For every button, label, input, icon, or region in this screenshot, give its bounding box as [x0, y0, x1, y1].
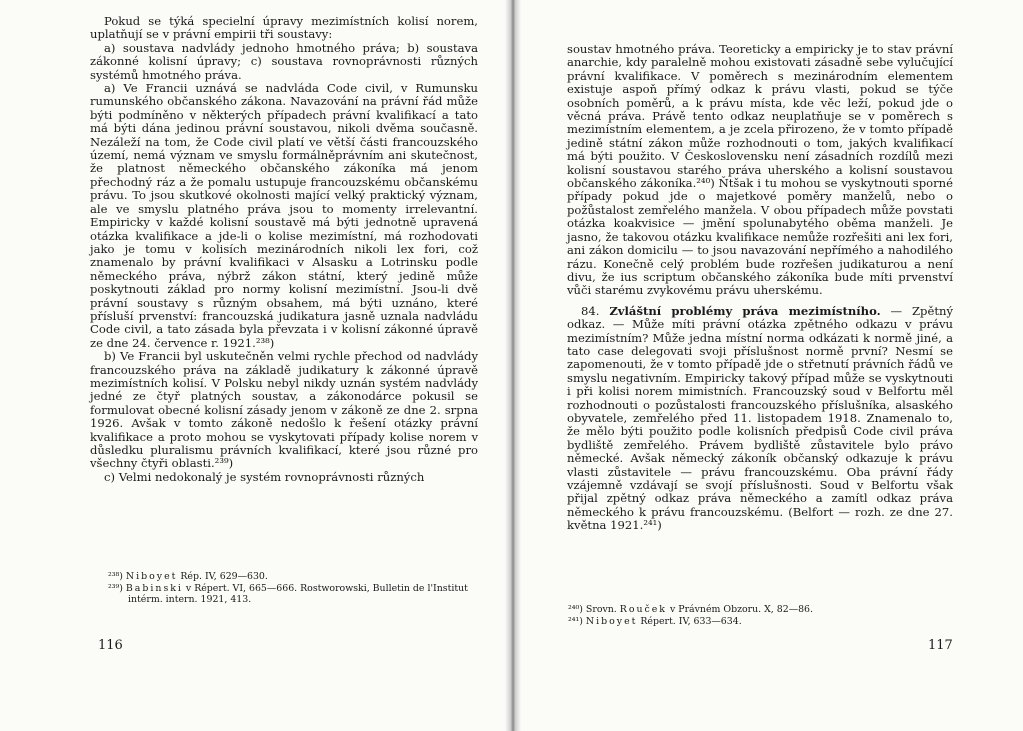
footnote-number: ²³⁸) — [108, 571, 123, 582]
right-footnotes — [568, 604, 948, 627]
footnote-text: Srovn. — [582, 604, 620, 615]
section-number: 84. — [581, 303, 600, 318]
right-paragraph: soustav hmotného práva. Teoreticky a empiricky je to stav právní anarchie, kdy paralelně mohou existovati zásadně sebe vylučující právní kvalifikace. V poměrech s mezinárodním elementem existuje aspoň přímý odkaz k právu vlasti, pokud se týče osobních poměrů, a k právu místa, kde věc leží, pokud jde o věcná práva. Právě tento odkaz neuplatňuje se v poměrech s mezimístním elementem, a je zcela přirozeno, že v tomto případě jedině státní zákon může rozhodnouti o tom, jakých kvalifikací má býti použito. V Československu není zásadních rozdílů mezi kolisní soustavou starého práva uherského a kolisní soustavou občanského zákoníka.²⁴⁰) Ňtšak i tu mohou se vyskytnouti sporné případy pokud jde o majetkové poměry manželů, nebo o požůstalost zemřelého manžela. V obou případech může povstati otázka koakvisice — jmění spolunabytého oběma manželi. Je jasno, že takovou otázku kvalifikace nemůže rozřešiti ani lex fori, ani zákon domicilu — to jsou navazování nepřímého a nahodilého rázu. Konečně celý problém bude rozřešen judikaturou a není divu, že ius scriptum občanského zákoníka bude míti prvenství vůči starému zvykovému právu uherskému. — [567, 42, 953, 298]
left-footnotes — [108, 571, 468, 606]
footnote-text: Répert. IV, 633—634. — [637, 615, 742, 627]
section-title: Zvláštní problémy práva mezimístního. — [609, 303, 881, 318]
footnote-author: Babinski — [125, 582, 183, 594]
footnote-author: Rouček — [619, 604, 667, 615]
footnote-number: ²⁴¹) — [568, 615, 583, 627]
footnote-text: Rép. IV, 629—630. — [177, 571, 268, 582]
left-paragraph: c) Velmi nedokonalý je systém rovnoprávnosti různých — [104, 469, 425, 484]
footnote — [108, 571, 468, 583]
footnote — [108, 583, 468, 606]
footnote-number: ²³⁹) — [108, 582, 123, 594]
section-heading-paragraph: 84. Zvláštní problémy práva mezimístního. — Zpětný odkaz. — Může míti právní otázka zpětného odkazu v právu mezimístním? Může jedna místní norma odkázati k normě jiné, a tato case delegovati svoji příslušnost normě první? Nesmí se zapomenouti, že v tomto případě jde o střetnutí právních řádů ve smyslu negativním. Empiricky takový případ může se vyskytnouti i při kolisi norem mimistních. Francouzský soud v Belfortu měl rozhodnouti o pozůstalosti francouzského příslušníka, alsaského obyvatele, zemřelého před 11. listopadem 1918. Znamenalo to, že mělo býti použito podle kolisních předpisů Code civil práva bydliště zemřelého. Právem bydliště zůstavitele bylo právo německé. Avšak německý zákoník občanský odkazuje k právu vlasti zůstavitele — právu francouzskému. Oba právní řády vzájemně vzdávají se svojí příslušnosti. Soud v Belfortu však přijal zpětný odkaz práva německého a zamítl odkaz práva německého k právu francouzskému. (Belfort — rozh. ze dne 27. května 1921.²⁴¹) — [567, 303, 954, 533]
page-number-right: 117 — [928, 638, 953, 653]
footnote-author: Niboyet — [125, 571, 178, 582]
page-number-left: 116 — [98, 638, 123, 653]
left-body-text — [90, 15, 478, 484]
footnote-text: v Répert. VI, 665—666. Rostworowski, Bulletin de l'Institut intérm. intern. 1921, 413. — [128, 582, 468, 606]
footnote — [568, 616, 948, 628]
left-paragraph: a) Ve Francii uznává se nadvláda Code civil, v Rumunsku rumunského občanského zákona. Navazování na právní řád může býti podmíněno v některých případech právní kvalifikací a tato má býti dána jedinou právní soustavou, nikoli dvěma současně. Nezáleží na tom, že Code civil platí ve větší části francouzského území, nemá význam ve smyslu formálněprávním ani skutečnost, že platnost německého občanského zákoníka má jenom přechodný ráz a že pomalu ustupuje francouzskému občanskému právu. To jsou skutkové okolnosti mající velký praktický význam, ale ve smyslu platného práva jsou to momenty irrelevantní. Empiricky v každé kolisní soustavě má býti jednotně upravená otázka kvalifikace a jde-li o kolise mezimístní, má rozhodovati jako je tomu v kolisích mezinárodních nikoli lex fori, což znamenalo by právní kvalifikaci v Alsasku a Lotrinsku podle německého práva, nýbrž zákon státní, který jedině může poskytnouti základ pro normy kolisní mezimístní. Jsou-li dvě právní soustavy s různým obsahem, má býti uznáno, které přísluší prvenství: francouzská judikatura jasně uznala nadvládu Code civil, a tato zásada byla převzata i v kolisní zákonné úpravě ze dne 24. července r. 1921.²³⁸) — [90, 81, 478, 350]
footnote — [568, 604, 948, 616]
right-paragraph: Zpětný odkaz. — Může míti právní otázka zpětného odkazu v právu mezimístním? Může jedna místní norma odkázati k normě jiné, a tato case delegovati svoji příslušnost normě první? Nesmí se zapomenouti, že v tomto případě jde o střetnutí právních řádů ve smyslu negativním. Empiricky takový případ může se vyskytnouti i při kolisi norem mimistních. Francouzský soud v Belfortu měl rozhodnouti o pozůstalosti francouzského příslušníka, alsaského obyvatele, zemřelého před 11. listopadem 1918. Znamenalo to, že mělo býti použito podle kolisních předpisů Code civil práva bydliště zemřelého. Právem bydliště zůstavitele bylo právo německé. Avšak německý zákoník občanský odkazuje k právu vlasti zůstavitele — právu francouzskému. Oba právní řády vzájemně vzdávají se svojí příslušnosti. Soud v Belfortu však přijal zpětný odkaz práva německého a zamítl odkaz práva německého k právu francouzskému. (Belfort — rozh. ze dne 27. května 1921.²⁴¹) — [567, 303, 954, 533]
left-paragraph: Pokud se týká specielní úpravy mezimístních kolisí norem, uplatňují se v právní empirii tři soustavy: — [90, 14, 478, 42]
right-body-text — [567, 43, 953, 533]
footnote-number: ²⁴⁰) — [568, 604, 583, 615]
left-paragraph: a) soustava nadvlády jednoho hmotného práva; b) soustava zákonné kolisní úpravy; c) soustava rovnoprávnosti různých systémů hmotného práva. — [90, 40, 478, 82]
book-gutter — [505, 0, 521, 731]
footnote-text: v Právném Obzoru. X, 82—86. — [667, 604, 813, 615]
left-paragraph: b) Ve Francii byl uskutečněn velmi rychle přechod od nadvlády francouzského práva na základě judikatury k zákonné úpravě mezimístních kolisí. V Polsku nebyl nikdy uznán systém nadvlády jedné ze čtyř platných soustav, a zákonodárce pokusil se formulovat obecné kolisní zásady jenom v zákoně ze dne 2. srpna 1926. Avšak v tomto zákoně nedošlo k řešení otázky právní kvalifikace a proto mohou se vyskytovati případy kolise norem v důsledku pluralismu právních kvalifikací, které jsou různé pro všechny čtyři oblasti.²³⁹) — [90, 349, 478, 471]
footnote-author: Niboyet — [585, 615, 638, 627]
